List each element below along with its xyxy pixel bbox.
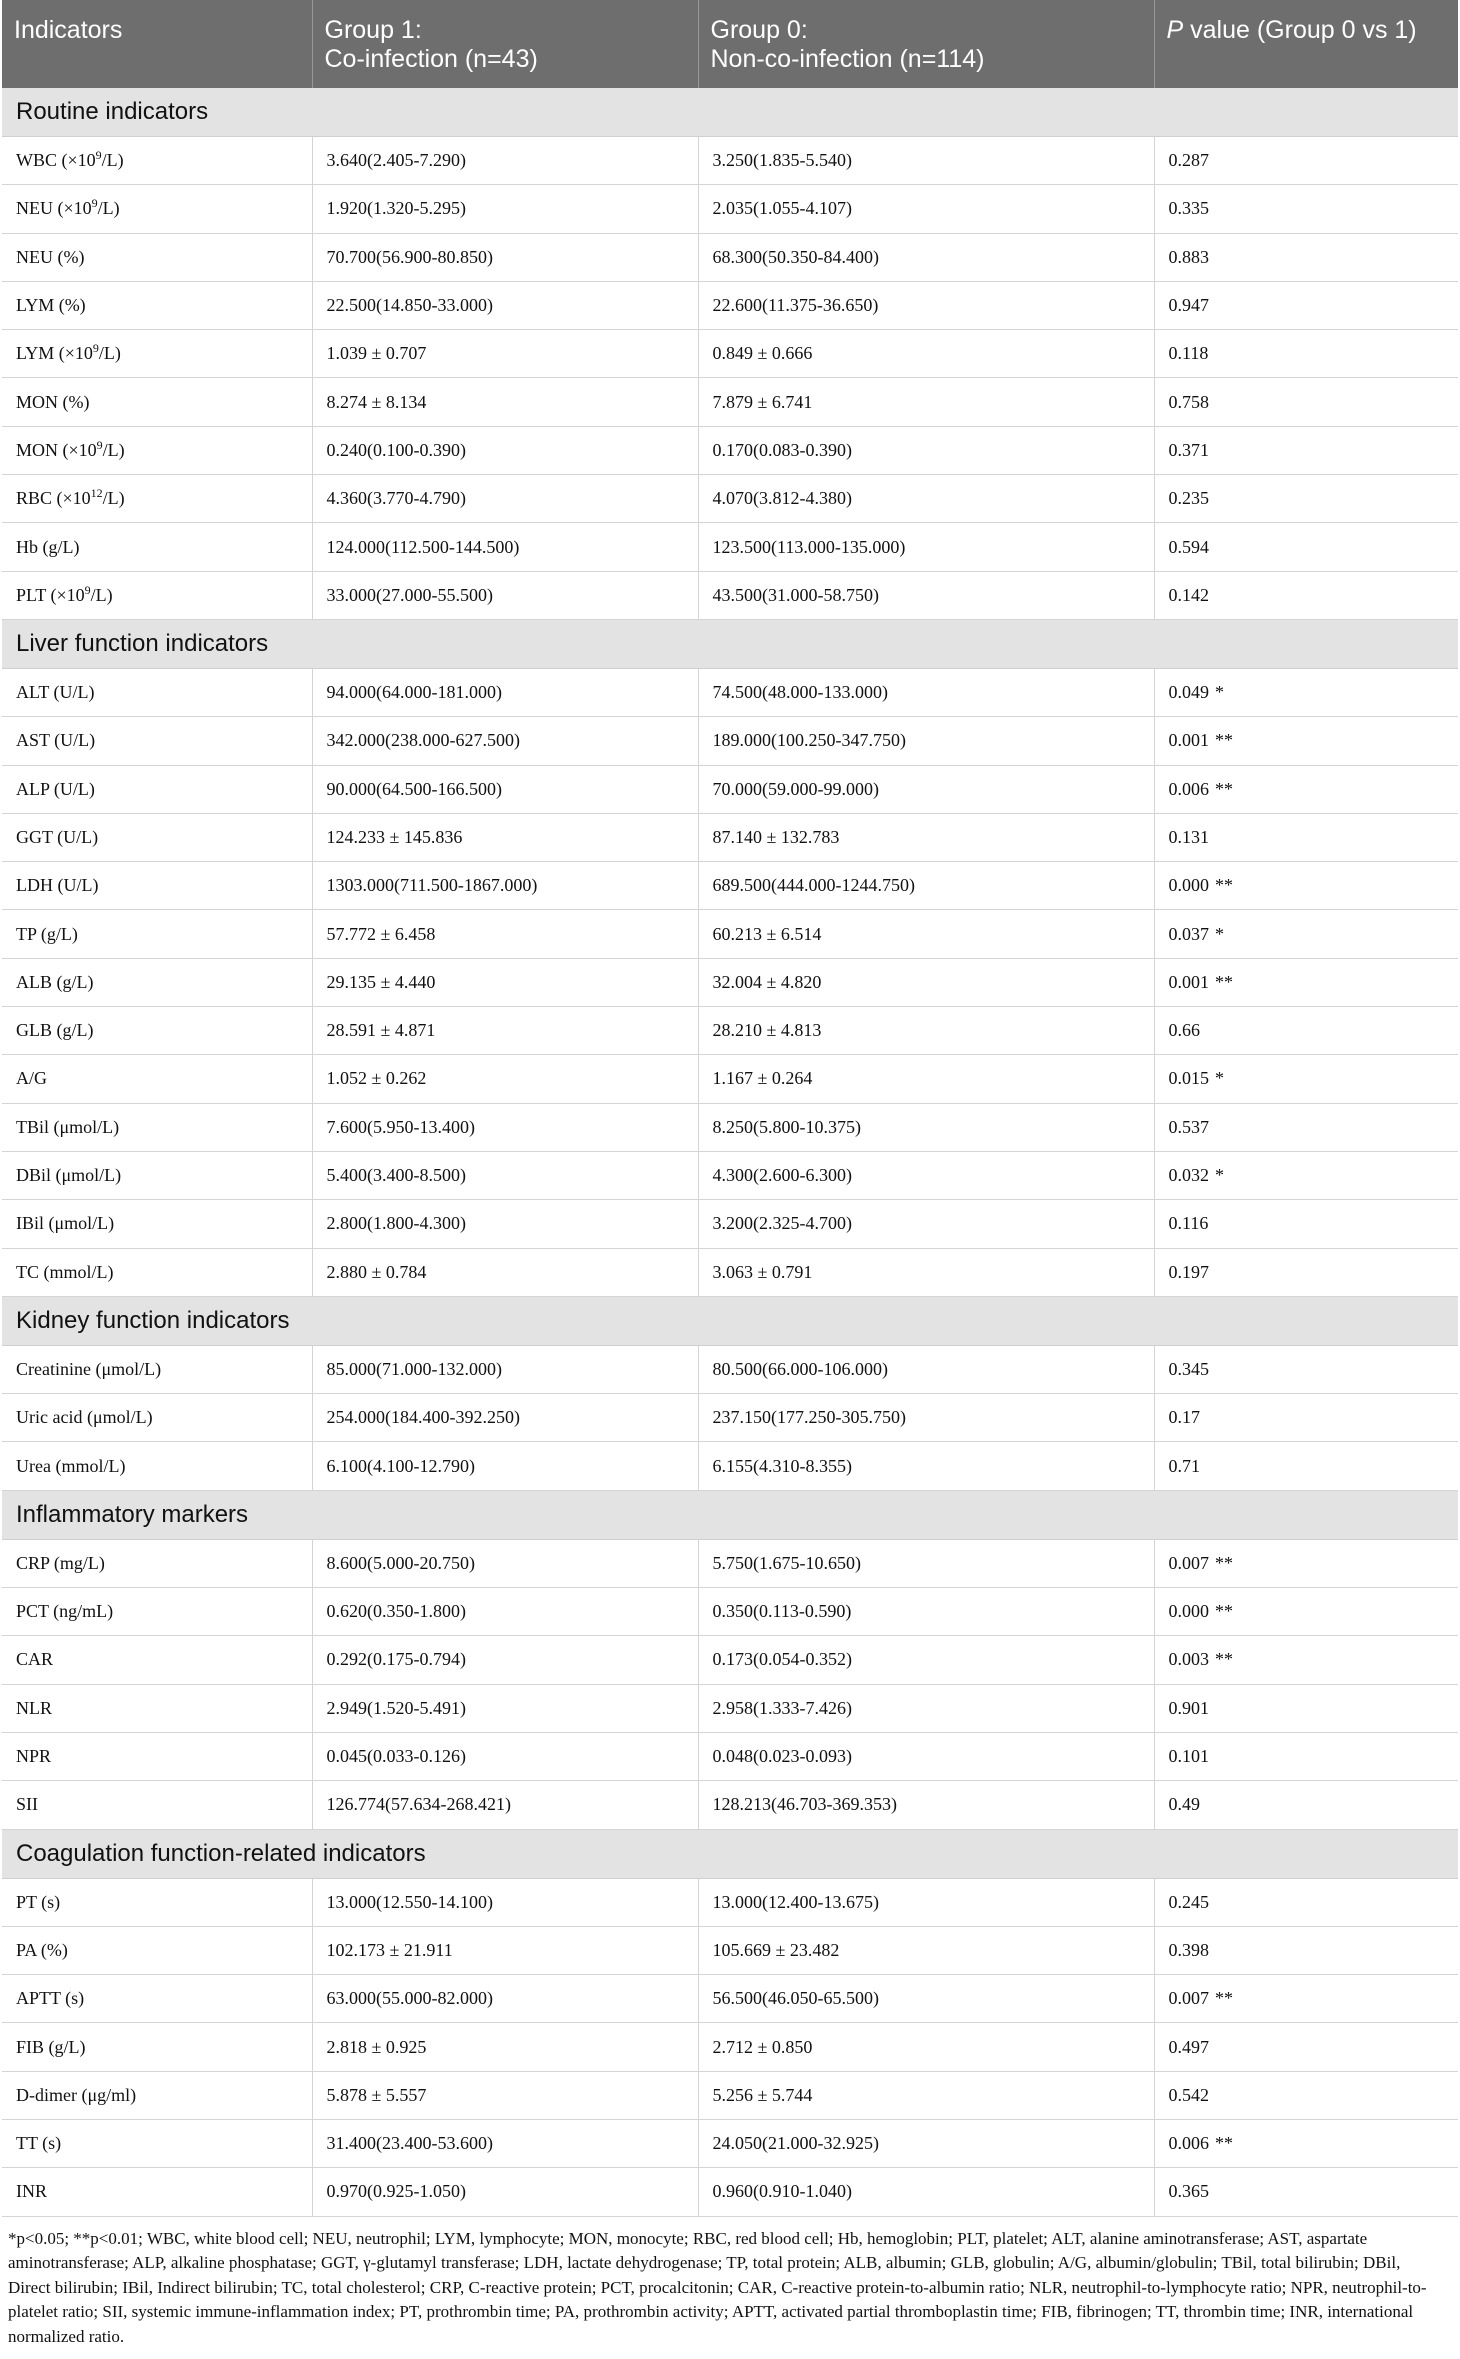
group-1-value: 31.400(23.400-53.600) <box>312 2119 698 2167</box>
significance-marker: * <box>1215 682 1224 703</box>
indicator-name: LDH (U/L) <box>2 862 312 910</box>
table-row <box>2 2168 1458 2216</box>
indicator-name: Creatinine (μmol/L) <box>2 1345 312 1393</box>
indicator-name: SII <box>2 1781 312 1829</box>
p-value: 0.901 <box>1154 1684 1458 1732</box>
group-1-value: 28.591 ± 4.871 <box>312 1007 698 1055</box>
p-value: 0.371 <box>1154 426 1458 474</box>
p-value: 0.101 <box>1154 1732 1458 1780</box>
indicator-name: MON (%) <box>2 378 312 426</box>
table-row <box>2 1007 1458 1055</box>
indicator-name: CRP (mg/L) <box>2 1539 312 1587</box>
table-row <box>2 1442 1458 1490</box>
significance-marker: ** <box>1215 778 1233 799</box>
p-value: 0.131 <box>1154 813 1458 861</box>
group-0-value: 43.500(31.000-58.750) <box>698 571 1154 619</box>
indicator-name: Uric acid (μmol/L) <box>2 1394 312 1442</box>
significance-marker: ** <box>1215 1988 1233 2009</box>
p-value: 0.345 <box>1154 1345 1458 1393</box>
group-0-value: 13.000(12.400-13.675) <box>698 1878 1154 1926</box>
group-1-value: 29.135 ± 4.440 <box>312 958 698 1006</box>
section-header <box>2 619 1458 668</box>
table-row <box>2 1394 1458 1442</box>
section-title: Routine indicators <box>2 88 1458 137</box>
table-row <box>2 717 1458 765</box>
group-0-value: 28.210 ± 4.813 <box>698 1007 1154 1055</box>
group-1-value: 2.880 ± 0.784 <box>312 1248 698 1296</box>
indicator-name: IBil (μmol/L) <box>2 1200 312 1248</box>
significance-marker: ** <box>1215 1649 1233 1670</box>
group-1-value: 126.774(57.634-268.421) <box>312 1781 698 1829</box>
group-1-value: 94.000(64.000-181.000) <box>312 668 698 716</box>
section-header <box>2 1296 1458 1345</box>
table-row <box>2 571 1458 619</box>
p-value: 0.007 ** <box>1154 1975 1458 2023</box>
indicator-name: PA (%) <box>2 1926 312 1974</box>
table-row <box>2 233 1458 281</box>
table-row <box>2 1636 1458 1684</box>
group-1-value: 2.818 ± 0.925 <box>312 2023 698 2071</box>
p-value: 0.947 <box>1154 281 1458 329</box>
table-row <box>2 185 1458 233</box>
group-1-value: 33.000(27.000-55.500) <box>312 571 698 619</box>
table-row <box>2 1345 1458 1393</box>
section-title: Liver function indicators <box>2 619 1458 668</box>
indicator-name: NLR <box>2 1684 312 1732</box>
indicator-name: LYM $(\times 10^9/L)$ <box>2 330 312 378</box>
group-0-value: 22.600(11.375-36.650) <box>698 281 1154 329</box>
p-value: 0.142 <box>1154 571 1458 619</box>
group-1-value: 0.292(0.175-0.794) <box>312 1636 698 1684</box>
p-value: 0.537 <box>1154 1103 1458 1151</box>
group-0-value: 4.070(3.812-4.380) <box>698 475 1154 523</box>
p-value: 0.000 ** <box>1154 1588 1458 1636</box>
group-0-value: 3.250(1.835-5.540) <box>698 137 1154 185</box>
significance-marker: ** <box>1215 730 1233 751</box>
table-row <box>2 1684 1458 1732</box>
group-1-value: 0.240(0.100-0.390) <box>312 426 698 474</box>
group-0-value: 0.960(0.910-1.040) <box>698 2168 1154 2216</box>
table-row <box>2 958 1458 1006</box>
table-row <box>2 1151 1458 1199</box>
header-group-1: Group 1: Co-infection (n=43) <box>312 0 698 88</box>
p-value: 0.335 <box>1154 185 1458 233</box>
table-footnote: *p<0.05; **p<0.01; WBC, white blood cell; NEU, neutrophil; LYM, lymphocyte; MON, monocyte; RBC, red blood cell; Hb, hemoglobin; PLT, platelet; ALT, alanine aminotransferase; AST, aspartate aminotransferase; ALP, alkaline phosphatase; GGT, γ-glutamyl transferase; LDH, lactate dehydrogenase; TP, total protein; ALB, albumin; GLB, globulin; A/G, albumin/globulin; TBil, total bilirubin; DBil, Direct bilirubin; IBil, Indirect bilirubin; TC, total cholesterol; CRP, C-reactive protein; PCT, procalcitonin; CAR, C-reactive protein-to-albumin ratio; NLR, neutrophil-to-lymphocyte ratio; NPR, neutrophil-to-platelet ratio; SII, systemic immune-inflammation index; PT, prothrombin time; PA, prothrombin activity; APTT, activated partial thromboplastin time; FIB, fibrinogen; TT, thrombin time; INR, international normalized ratio. <box>8 2228 1427 2346</box>
table-row <box>2 378 1458 426</box>
group-0-value: 6.155(4.310-8.355) <box>698 1442 1154 1490</box>
group-1-value: 8.600(5.000-20.750) <box>312 1539 698 1587</box>
p-value: 0.032 * <box>1154 1151 1458 1199</box>
group-0-value: 128.213(46.703-369.353) <box>698 1781 1154 1829</box>
group-0-value: 123.500(113.000-135.000) <box>698 523 1154 571</box>
p-value: 0.037 * <box>1154 910 1458 958</box>
p-value: 0.003 ** <box>1154 1636 1458 1684</box>
group-0-value: 5.256 ± 5.744 <box>698 2071 1154 2119</box>
significance-marker: ** <box>1215 1552 1233 1573</box>
table-row <box>2 2119 1458 2167</box>
indicator-name: ALT (U/L) <box>2 668 312 716</box>
group-0-value: 2.712 ± 0.850 <box>698 2023 1154 2071</box>
table-row <box>2 813 1458 861</box>
p-value: 0.542 <box>1154 2071 1458 2119</box>
group-1-value: 0.045(0.033-0.126) <box>312 1732 698 1780</box>
p-value: 0.000 ** <box>1154 862 1458 910</box>
group-1-value: 6.100(4.100-12.790) <box>312 1442 698 1490</box>
group-1-value: 90.000(64.500-166.500) <box>312 765 698 813</box>
indicator-name: AST (U/L) <box>2 717 312 765</box>
group-0-value: 87.140 ± 132.783 <box>698 813 1154 861</box>
indicator-name: PLT $(\times 10^9/L)$ <box>2 571 312 619</box>
p-value: 0.594 <box>1154 523 1458 571</box>
header-p-value: P value (Group 0 vs 1) <box>1154 0 1458 88</box>
group-0-value: 4.300(2.600-6.300) <box>698 1151 1154 1199</box>
indicator-name: NEU $(\times 10^9/L)$ <box>2 185 312 233</box>
table-row <box>2 1200 1458 1248</box>
indicator-name: DBil (μmol/L) <box>2 1151 312 1199</box>
table-row <box>2 2023 1458 2071</box>
group-0-value: 2.958(1.333-7.426) <box>698 1684 1154 1732</box>
p-value: 0.365 <box>1154 2168 1458 2216</box>
indicator-name: A/G <box>2 1055 312 1103</box>
section-header <box>2 1829 1458 1878</box>
group-0-value: 5.750(1.675-10.650) <box>698 1539 1154 1587</box>
p-value: 0.883 <box>1154 233 1458 281</box>
indicator-name: MON $(\times 10^9/L)$ <box>2 426 312 474</box>
group-1-value: 0.620(0.350-1.800) <box>312 1588 698 1636</box>
p-value: 0.66 <box>1154 1007 1458 1055</box>
group-0-value: 32.004 ± 4.820 <box>698 958 1154 1006</box>
significance-marker: * <box>1215 923 1224 944</box>
group-1-value: 85.000(71.000-132.000) <box>312 1345 698 1393</box>
group-1-value: 1.039 ± 0.707 <box>312 330 698 378</box>
group-0-value: 60.213 ± 6.514 <box>698 910 1154 958</box>
group-0-value: 237.150(177.250-305.750) <box>698 1394 1154 1442</box>
p-value: 0.287 <box>1154 137 1458 185</box>
p-value: 0.006 ** <box>1154 765 1458 813</box>
group-0-value: 3.063 ± 0.791 <box>698 1248 1154 1296</box>
table-row <box>2 330 1458 378</box>
group-1-value: 3.640(2.405-7.290) <box>312 137 698 185</box>
group-1-value: 2.949(1.520-5.491) <box>312 1684 698 1732</box>
group-0-value: 1.167 ± 0.264 <box>698 1055 1154 1103</box>
group-0-value: 2.035(1.055-4.107) <box>698 185 1154 233</box>
group-0-value: 0.048(0.023-0.093) <box>698 1732 1154 1780</box>
table-row <box>2 765 1458 813</box>
significance-marker: * <box>1215 1165 1224 1186</box>
group-1-value: 63.000(55.000-82.000) <box>312 1975 698 2023</box>
table-row <box>2 1926 1458 1974</box>
group-1-value: 2.800(1.800-4.300) <box>312 1200 698 1248</box>
group-1-value: 102.173 ± 21.911 <box>312 1926 698 1974</box>
group-0-value: 0.350(0.113-0.590) <box>698 1588 1154 1636</box>
indicator-name: NPR <box>2 1732 312 1780</box>
p-value: 0.049 * <box>1154 668 1458 716</box>
indicator-name: TP (g/L) <box>2 910 312 958</box>
table-row <box>2 1975 1458 2023</box>
table-row <box>2 281 1458 329</box>
significance-marker: ** <box>1215 971 1233 992</box>
indicator-name: RBC $(\times 10^{12}/L)$ <box>2 475 312 523</box>
section-title: Coagulation function-related indicators <box>2 1829 1458 1878</box>
p-value: 0.245 <box>1154 1878 1458 1926</box>
group-0-value: 0.170(0.083-0.390) <box>698 426 1154 474</box>
header-indicators: Indicators <box>2 0 312 88</box>
significance-marker: ** <box>1215 1601 1233 1622</box>
p-value: 0.116 <box>1154 1200 1458 1248</box>
table-row <box>2 426 1458 474</box>
p-value: 0.758 <box>1154 378 1458 426</box>
p-value: 0.71 <box>1154 1442 1458 1490</box>
header-group-0: Group 0: Non-co-infection (n=114) <box>698 0 1154 88</box>
group-0-value: 68.300(50.350-84.400) <box>698 233 1154 281</box>
group-0-value: 24.050(21.000-32.925) <box>698 2119 1154 2167</box>
group-0-value: 56.500(46.050-65.500) <box>698 1975 1154 2023</box>
significance-marker: ** <box>1215 2133 1233 2154</box>
indicator-name: TC (mmol/L) <box>2 1248 312 1296</box>
group-1-value: 1303.000(711.500-1867.000) <box>312 862 698 910</box>
indicator-name: TBil (μmol/L) <box>2 1103 312 1151</box>
indicators-table <box>2 0 1458 2217</box>
table-row <box>2 910 1458 958</box>
group-1-value: 342.000(238.000-627.500) <box>312 717 698 765</box>
indicator-name: GLB (g/L) <box>2 1007 312 1055</box>
p-value: 0.197 <box>1154 1248 1458 1296</box>
indicator-name: D-dimer (μg/ml) <box>2 2071 312 2119</box>
indicator-name: APTT (s) <box>2 1975 312 2023</box>
group-0-value: 8.250(5.800-10.375) <box>698 1103 1154 1151</box>
table-row <box>2 1055 1458 1103</box>
indicator-name: Urea (mmol/L) <box>2 1442 312 1490</box>
group-1-value: 70.700(56.900-80.850) <box>312 233 698 281</box>
p-value: 0.118 <box>1154 330 1458 378</box>
table-header <box>2 0 1458 88</box>
group-0-value: 105.669 ± 23.482 <box>698 1926 1154 1974</box>
group-1-value: 13.000(12.550-14.100) <box>312 1878 698 1926</box>
indicator-name: GGT (U/L) <box>2 813 312 861</box>
group-1-value: 57.772 ± 6.458 <box>312 910 698 958</box>
table-row <box>2 1248 1458 1296</box>
group-1-value: 8.274 ± 8.134 <box>312 378 698 426</box>
significance-marker: * <box>1215 1068 1224 1089</box>
table-row <box>2 475 1458 523</box>
group-1-value: 1.052 ± 0.262 <box>312 1055 698 1103</box>
table-row <box>2 137 1458 185</box>
indicator-name: PT (s) <box>2 1878 312 1926</box>
indicator-name: PCT (ng/mL) <box>2 1588 312 1636</box>
group-1-value: 124.233 ± 145.836 <box>312 813 698 861</box>
significance-marker: ** <box>1215 875 1233 896</box>
group-0-value: 3.200(2.325-4.700) <box>698 1200 1154 1248</box>
group-0-value: 0.849 ± 0.666 <box>698 330 1154 378</box>
group-1-value: 124.000(112.500-144.500) <box>312 523 698 571</box>
group-0-value: 7.879 ± 6.741 <box>698 378 1154 426</box>
group-1-value: 7.600(5.950-13.400) <box>312 1103 698 1151</box>
p-value: 0.001 ** <box>1154 717 1458 765</box>
p-value: 0.398 <box>1154 1926 1458 1974</box>
group-0-value: 80.500(66.000-106.000) <box>698 1345 1154 1393</box>
group-1-value: 0.970(0.925-1.050) <box>312 2168 698 2216</box>
indicator-name: FIB (g/L) <box>2 2023 312 2071</box>
group-1-value: 5.400(3.400-8.500) <box>312 1151 698 1199</box>
table-row <box>2 668 1458 716</box>
table-row <box>2 1781 1458 1829</box>
section-header <box>2 1490 1458 1539</box>
table-row <box>2 1588 1458 1636</box>
table-row <box>2 1878 1458 1926</box>
group-0-value: 74.500(48.000-133.000) <box>698 668 1154 716</box>
section-title: Kidney function indicators <box>2 1296 1458 1345</box>
group-0-value: 0.173(0.054-0.352) <box>698 1636 1154 1684</box>
indicator-name: ALP (U/L) <box>2 765 312 813</box>
table-body <box>2 88 1458 2216</box>
indicator-name: ALB (g/L) <box>2 958 312 1006</box>
p-value: 0.49 <box>1154 1781 1458 1829</box>
group-1-value: 5.878 ± 5.557 <box>312 2071 698 2119</box>
indicator-name: LYM (%) <box>2 281 312 329</box>
group-0-value: 70.000(59.000-99.000) <box>698 765 1154 813</box>
p-value: 0.006 ** <box>1154 2119 1458 2167</box>
section-title: Inflammatory markers <box>2 1490 1458 1539</box>
indicator-name: CAR <box>2 1636 312 1684</box>
indicator-name: WBC $(\times 10^9/L)$ <box>2 137 312 185</box>
table-row <box>2 1732 1458 1780</box>
p-value: 0.497 <box>1154 2023 1458 2071</box>
group-1-value: 1.920(1.320-5.295) <box>312 185 698 233</box>
group-1-value: 4.360(3.770-4.790) <box>312 475 698 523</box>
indicator-name: TT (s) <box>2 2119 312 2167</box>
group-1-value: 254.000(184.400-392.250) <box>312 1394 698 1442</box>
p-value: 0.235 <box>1154 475 1458 523</box>
p-value: 0.015 * <box>1154 1055 1458 1103</box>
table-row <box>2 2071 1458 2119</box>
indicator-name: NEU (%) <box>2 233 312 281</box>
group-1-value: 22.500(14.850-33.000) <box>312 281 698 329</box>
p-value: 0.001 ** <box>1154 958 1458 1006</box>
section-header <box>2 88 1458 137</box>
table-row <box>2 1103 1458 1151</box>
group-0-value: 689.500(444.000-1244.750) <box>698 862 1154 910</box>
p-value: 0.007 ** <box>1154 1539 1458 1587</box>
indicator-name: INR <box>2 2168 312 2216</box>
table-row <box>2 1539 1458 1587</box>
indicator-name: Hb (g/L) <box>2 523 312 571</box>
p-value: 0.17 <box>1154 1394 1458 1442</box>
table-row <box>2 862 1458 910</box>
table-row <box>2 523 1458 571</box>
group-0-value: 189.000(100.250-347.750) <box>698 717 1154 765</box>
